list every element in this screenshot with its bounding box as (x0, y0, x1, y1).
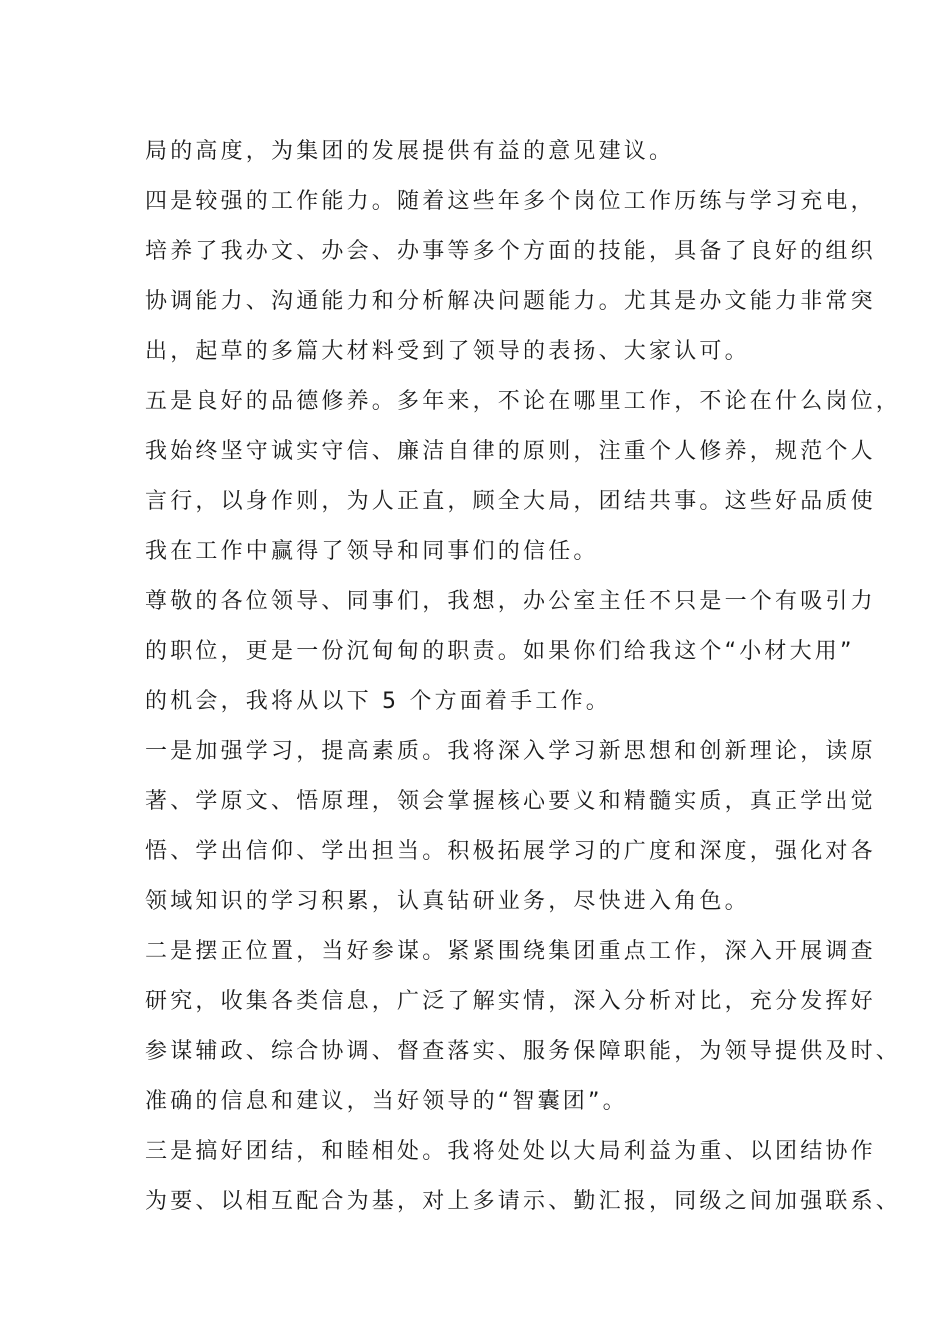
text-line: 我始终坚守诚实守信、廉洁自律的原则，注重个人修养，规范个人 (145, 439, 876, 464)
text-line: 出，起草的多篇大材料受到了领导的表扬、大家认可。 (145, 339, 750, 364)
text-line: 言行，以身作则，为人正直，顾全大局，团结共事。这些好品质使 (145, 489, 876, 514)
text-line: 协调能力、沟通能力和分析解决问题能力。尤其是办文能力非常突 (145, 289, 876, 314)
text-line: 五是良好的品德修养。多年来，不论在哪里工作，不论在什么岗位， (145, 389, 902, 414)
text-line: 为要、以相互配合为基，对上多请示、勤汇报，同级之间加强联系、 (145, 1189, 902, 1214)
text-line: 的机会，我将从以下 5 个方面着手工作。 (145, 689, 611, 714)
text-line: 悟、学出信仰、学出担当。积极拓展学习的广度和深度，强化对各 (145, 839, 876, 864)
text-line: 研究，收集各类信息，广泛了解实情，深入分析对比，充分发挥好 (145, 989, 876, 1014)
text-line: 参谋辅政、综合协调、督查落实、服务保障职能，为领导提供及时、 (145, 1039, 902, 1064)
text-line: 我在工作中赢得了领导和同事们的信任。 (145, 539, 599, 564)
text-line: 著、学原文、悟原理，领会掌握核心要义和精髓实质，真正学出觉 (145, 789, 876, 814)
text-line: 一是加强学习，提高素质。我将深入学习新思想和创新理论，读原 (145, 739, 876, 764)
text-line: 尊敬的各位领导、同事们，我想，办公室主任不只是一个有吸引力 (145, 589, 876, 614)
text-line: 二是摆正位置，当好参谋。紧紧围绕集团重点工作，深入开展调查 (145, 939, 876, 964)
text-line: 的职位，更是一份沉甸甸的职责。如果你们给我这个“小材大用” (145, 639, 855, 664)
text-line: 局的高度，为集团的发展提供有益的意见建议。 (145, 139, 675, 164)
text-line: 准确的信息和建议，当好领导的“智囊团”。 (145, 1089, 628, 1114)
text-line: 四是较强的工作能力。随着这些年多个岗位工作历练与学习充电， (145, 189, 876, 214)
text-line: 三是搞好团结，和睦相处。我将处处以大局利益为重、以团结协作 (145, 1139, 876, 1164)
text-line: 领域知识的学习积累，认真钻研业务，尽快进入角色。 (145, 889, 750, 914)
text-line: 培养了我办文、办会、办事等多个方面的技能，具备了良好的组织 (145, 239, 876, 264)
